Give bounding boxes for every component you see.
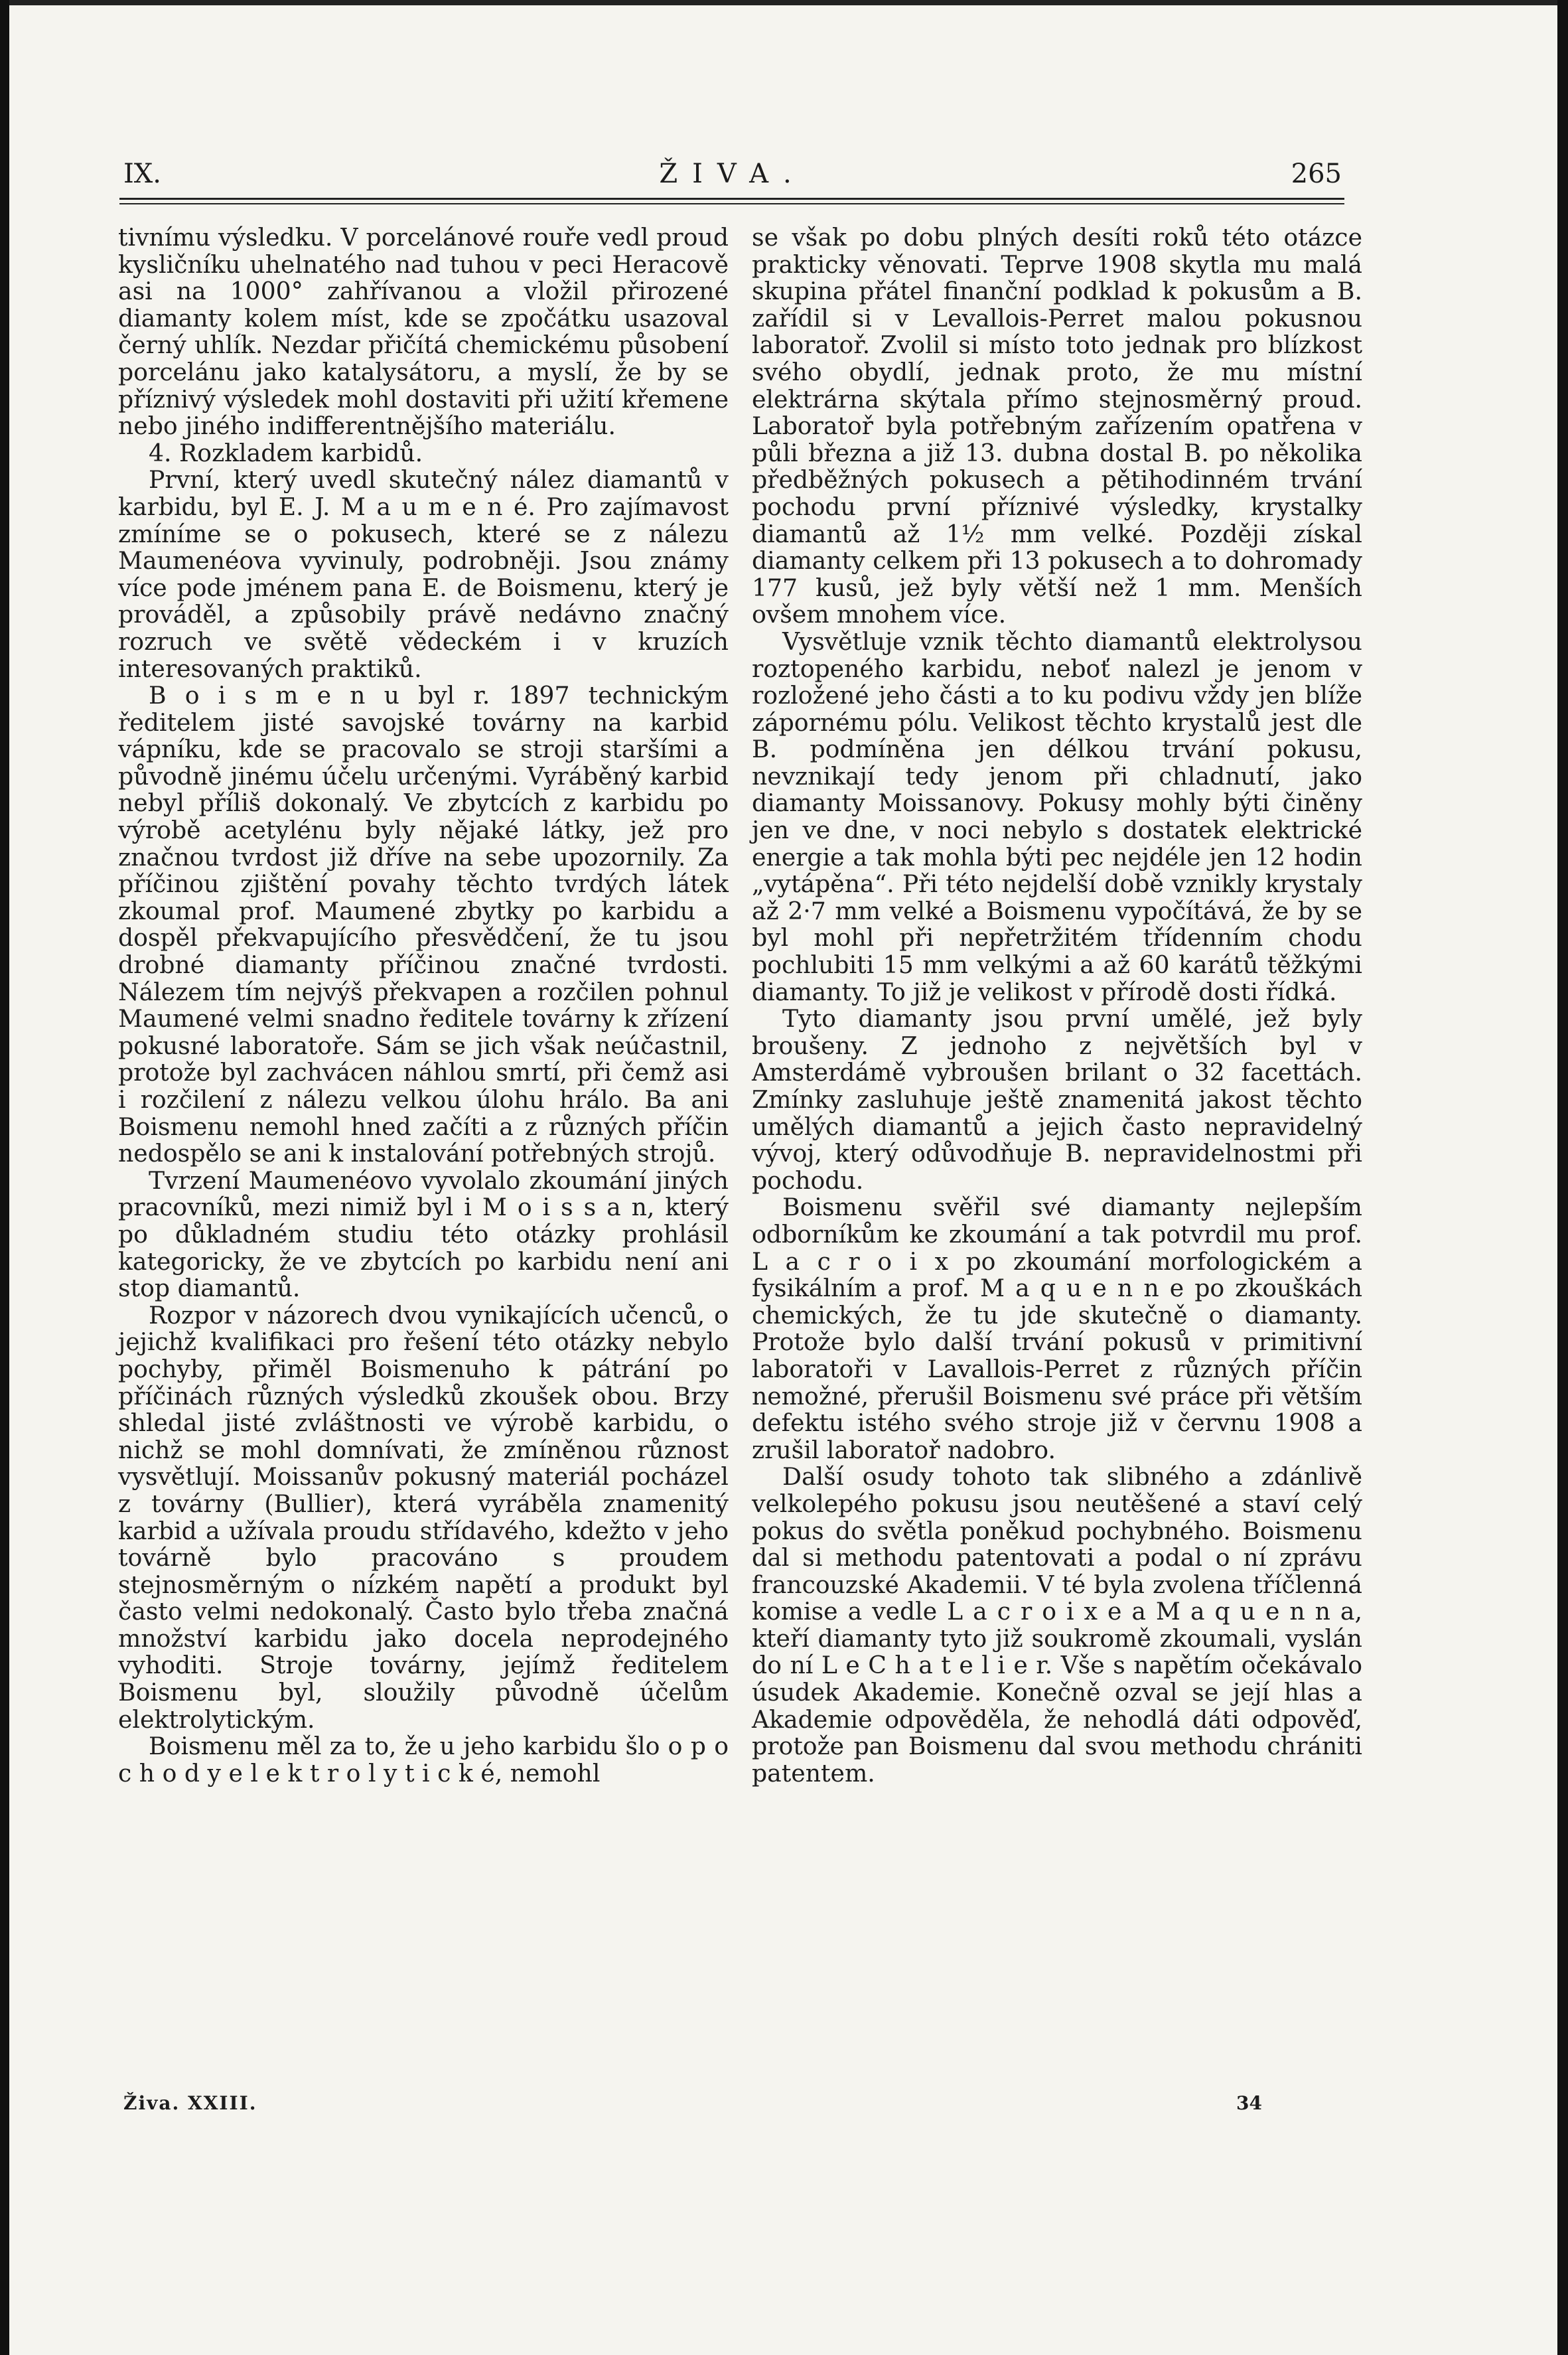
paragraph: Vysvětluje vznik těchto diamantů elektrolysou roztopeného karbidu, neboť nalezl je jenom v rozložené jeho části a to ku podivu vždy jen blíže zápornému pólu. Velikost těchto krystalů jest dle B. podmíněna jen délkou trvání pokusu, nevznikají tedy jenom při chladnutí, jako diamanty Moissanovy. Pokusy mohly býti činěny jen ve dne, v noci nebylo s dostatek elektrické energie a tak mohla býti pec nejdéle jen 12 hodin „vytápěna“. Při této nejdelší době vznikly krystaly až 2·7 mm velké a Boismenu vypočítává, že by se byl mohl při nepřetržitém třídenním chodu pochlubiti 15 mm velkými a až 60 karátů těžkými diamanty. To již je velikost v přírodě dosti řídká. — [752, 627, 1362, 1006]
right-column — [752, 224, 1362, 1787]
paragraph: Další osudy tohoto tak slibného a zdánlivě velkolepého pokusu jsou neutěšené a staví celý pokus do světla poněkud pochybného. Boismenu dal si methodu patentovati a podal o ní zprávu francouzské Akademii. V té byla zvolena tříčlenná komise a vedle L a c r o i x e a M a q u e n n a, kteří diamanty tyto již soukromě zkoumali, vyslán do ní L e C h a t e l i e r. Vše s napětím očekávalo úsudek Akademie. Konečně ozval se její hlas a Akademie odpověděla, že nehodlá dáti odpověď, protože pan Boismenu dal svou methodu chrániti patentem. — [752, 1462, 1362, 1787]
scan-edge-top — [0, 0, 1568, 5]
paragraph: Tvrzení Maumenéovo vyvolalo zkoumání jiných pracovníků, mezi nimiž byl i M o i s s a n, který po důkladném studiu této otázky prohlásil kategoricky, že ve zbytcích po karbidu není ani stop diamantů. — [118, 1166, 729, 1303]
paragraph: tivnímu výsledku. V porcelánové rouře vedl proud kysličníku uhelnatého nad tuhou v peci Heracově asi na 1000° zahřívanou a vložil přirozené diamanty kolem míst, kde se zpočátku usazoval černý uhlík. Nezdar přičítá chemickému působení porcelánu jako katalysátoru, a myslí, že by se příznivý výsledek mohl dostaviti při užití křemene nebo jiného indifferentnějšího materiálu. — [118, 223, 729, 441]
paragraph: B o i s m e n u byl r. 1897 technickým ředitelem jisté savojské továrny na karbid vápníku, kde se pracovalo se stroji staršími a původně jinému účelu určenými. Vyráběný karbid nebyl příliš dokonalý. Ve zbytcích z karbidu po výrobě acetylénu byly nějaké látky, jež pro značnou tvrdost již dříve na sebe upozornily. Za příčinou zjištění povahy těchto tvrdých látek zkoumal prof. Maumené zbytky po karbidu a dospěl překvapujícího přesvědčení, že tu jsou drobné diamanty příčinou značné tvrdosti. Nálezem tím nejvýš překvapen a rozčilen pohnul Maumené velmi snadno ředitele továrny k zřízení pokusné laboratoře. Sám se jich však neúčastnil, protože byl zachvácen náhlou smrtí, při čemž asi i rozčilení z nálezu velkou úlohu hrálo. Ba ani Boismenu nemohl hned začíti a z různých příčin nedospělo se ani k instalování potřebných strojů. — [118, 681, 729, 1168]
paragraph: Tyto diamanty jsou první umělé, jež byly broušeny. Z jednoho z největších byl v Amsterdámě vybroušen brilant o 32 facettách. Zmínky zasluhuje ještě znamenitá jakost těchto umělých diamantů a jejich často nepravidelný vývoj, který odůvodňuje B. nepravidelnostmi při pochodu. — [752, 1004, 1362, 1195]
header-rule-thin — [119, 203, 1344, 204]
scan-edge-right — [1557, 0, 1568, 2355]
paragraph: Boismenu svěřil své diamanty nejlepším odborníkům ke zkoumání a tak potvrdil mu prof. L a c r o i x po zkoumání morfologickém a fysikálním a prof. M a q u e n n e po zkouškách chemických, že tu jde skutečně o diamanty. Protože bylo další trvání pokusů v primitivní laboratoři v Lavallois-Perret z různých příčin nemožné, přerušil Boismenu své práce při větším defektu istého svého stroje již v červnu 1908 a zrušil laboratoř nadobro. — [752, 1193, 1362, 1464]
paragraph: Rozpor v názorech dvou vynikajících učenců, o jejichž kvalifikaci pro řešení této otázky nebylo pochyby, přiměl Boismenuho k pátrání po příčinách různých výsledků zkoušek obou. Brzy shledal jisté zvláštnosti ve výrobě karbidu, o nichž se mohl domnívati, že zmíněnou různost vysvětlují. Moissanův pokusný materiál pocházel z továrny (Bullier), která vyráběla znamenitý karbid a užívala proudu střídavého, kdežto v jeho továrně bylo pracováno s proudem stejnosměrným o nízkém napětí a produkt byl často velmi nedokonalý. Často bylo třeba značná množství karbidu jako docela neprodejného vyhoditi. Stroje továrny, jejímž ředitelem Boismenu byl, sloužily původně účelům elektrolytickým. — [118, 1300, 729, 1734]
left-column — [118, 224, 729, 1787]
paragraph: První, který uvedl skutečný nález diamantů v karbidu, byl E. J. M a u m e n é. Pro zajímavost zmíníme se o pokusech, které se z nálezu Maumenéova vyvinuly, podrobněji. Jsou známy více pode jménem pana E. de Boismenu, který je prováděl, a způsobily právě nedávno značný rozruch ve světě vědeckém i v kruzích interesovaných praktiků. — [118, 465, 729, 683]
volume-number: IX. — [123, 159, 161, 189]
header-rule-thick — [119, 198, 1344, 200]
scan-edge-left — [0, 0, 9, 2355]
page-number: 265 — [1291, 159, 1342, 189]
journal-title: ŽIVA. — [659, 159, 806, 189]
signature-mark: Živa. XXIII. — [123, 2092, 257, 2114]
section-heading: 4. Rozkladem karbidů. — [149, 438, 423, 467]
running-header — [123, 154, 1342, 194]
sheet-number: 34 — [1236, 2092, 1262, 2114]
paragraph: se však po dobu plných desíti roků této otázce prakticky věnovati. Teprve 1908 skytla mu malá skupina přátel finanční podklad k pokusům a B. zařídil si v Levallois-Perret malou pokusnou laboratoř. Zvolil si místo toto jednak pro blízkost svého obydlí, jednak proto, že mu místní elektrárna skýtala přímo stejnosměrný proud. Laboratoř byla potřebným zařízením opatřena v půli března a již 13. dubna dostal B. po několika předběžných pokusech a pětihodinném trvání pochodu první příznivé výsledky, krystalky diamantů až 1½ mm velké. Později získal diamanty celkem při 13 pokusech a to dohromady 177 kusů, jež byly větší než 1 mm. Menších ovšem mnohem více. — [752, 223, 1362, 629]
paragraph: Boismenu měl za to, že u jeho karbidu šlo o p o c h o d y e l e k t r o l y t i c k é, nemohl — [118, 1732, 729, 1787]
page-footer — [123, 2092, 1342, 2119]
